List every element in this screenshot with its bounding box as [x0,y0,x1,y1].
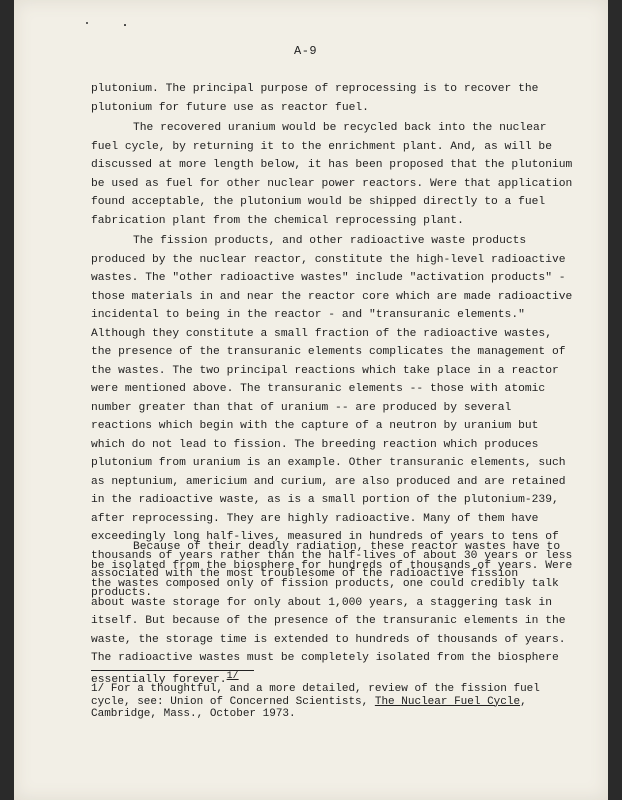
paragraph-3: The fission products, and other radioactive waste products produced by the nuclear reactor, constitute the high-level radioactive wastes. The "other radioactive wastes" include "activation products" - those materials in and near the reactor core which are made radioactive incidental to being in the reactor - and "transuranic elements." Although they constitute a small fraction of the radioactive wastes, the presence of the transuranic elements complicates the management of the wastes. The two principal reactions which take place in a reactor were mentioned above. The transuranic elements -- those with atomic number greater than that of uranium -- are produced by several reactions which begin with the capture of a neutron by uranium but which do not lead to fission. The breeding reaction which produces plutonium from uranium is an example. Other transuranic elements, such as neptunium, americium and curium, are also produced and are retained in the radioactive waste, as is a small portion of the plutonium-239, after reprocessing. They are highly radioactive. Many of them have exceedingly long half-lives, measured in hundreds of years to tens of thousands of years rather than the half-lives of about 30 years or less associated with the most troublesome of the radioactive fission products. [91,235,573,599]
paragraph-2: The recovered uranium would be recycled back into the nuclear fuel cycle, by returning it to the enrichment plant. And, as will be discussed at more length below, it has been proposed that the plutonium be used as fuel for other nuclear power reactors. Were that application found acceptable, the plutonium would be shipped directly to a fuel fabrication plant from the chemical reprocessing plant. [91,122,573,227]
paragraph-4-text: Because of their deadly radiation, these reactor wastes have to be isolated from the biosphere for hundreds of thousands of years. Were the wastes composed only of fission products, one could credibly talk about waste storage for only about 1,000 years, a staggering task in itself. But because of the presence of the transuranic elements in the waste, the storage time is extended to hundreds of thousands of years. The radioactive wastes must be completely isolated from the biosphere essentially forever. [91,541,573,686]
paragraph-4 [91,538,573,689]
document-page [14,0,608,800]
footnote-title: The Nuclear Fuel Cycle [374,695,521,708]
paragraph-1: plutonium. The principal purpose of reprocessing is to recover the plutonium for future use as reactor fuel. [91,83,539,114]
footnote-divider [91,670,254,671]
paper-speck [124,24,126,26]
footnote-text: For a thoughtful, and a more detailed, review of the fission fuel cycle, see: Union of Concerned Scientists, [91,683,540,708]
footnote [91,683,581,721]
footnote-text-end: , Cambridge, Mass., October 1973. [91,695,527,720]
footnote-reference[interactable]: 1/ [226,670,239,682]
page-number: A-9 [294,44,318,58]
footnote-marker: 1/ [91,683,105,695]
paper-speck [86,22,88,24]
